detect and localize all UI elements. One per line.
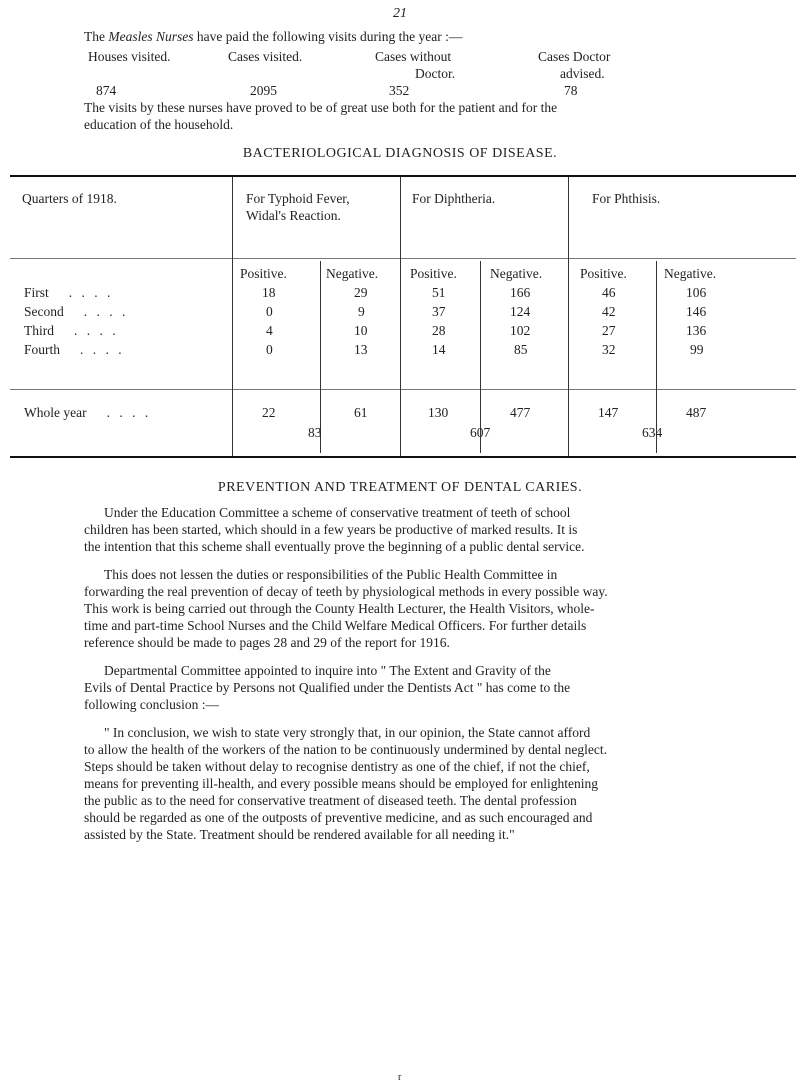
total-typhoid-pos: 22	[262, 405, 276, 420]
value-cases-without-doctor: 352	[389, 83, 410, 98]
intro-rest: have paid the following visits during the year :—	[196, 29, 463, 44]
dental-p2-line2: forwarding the real prevention of decay of teeth by physiological methods in every possible way.	[84, 584, 608, 599]
table-header-rule	[10, 258, 796, 259]
page-number: 21	[393, 6, 407, 21]
footer-mark: r	[398, 1072, 402, 1083]
header-houses-visited: Houses visited.	[88, 49, 171, 64]
dental-paragraph-3	[84, 662, 790, 713]
row-label-first: First . . . .	[24, 285, 114, 300]
dental-p2-line3: This work is being carried out through the County Health Lecturer, the Health Visitors, whole-	[84, 601, 595, 616]
header-cases-doctor-line2: advised.	[560, 66, 605, 81]
cell-second-phth-neg: 146	[686, 304, 707, 319]
total-typhoid-neg: 61	[354, 405, 368, 420]
typhoid-header-line1: For Typhoid Fever,	[246, 191, 350, 206]
col-quarters-header: Quarters of 1918.	[22, 191, 117, 206]
visits-note-line1: The visits by these nurses have proved to be of great use both for the patient and for the	[84, 100, 558, 115]
dental-p1-line2: children has been started, which should in a few years be productive of marked results. It is	[84, 522, 578, 537]
group-total-typhoid: 83	[308, 425, 322, 440]
cell-third-typhoid-pos: 4	[266, 323, 273, 338]
row-label-whole-year: Whole year . . . .	[24, 405, 152, 420]
measles-nurses-intro	[84, 28, 462, 45]
header-cases-visited: Cases visited.	[228, 49, 303, 64]
table-total-rule	[10, 389, 796, 390]
dental-p4-line5: the public as to the need for conservative treatment of diseased teeth. The dental profession	[84, 793, 577, 808]
cell-second-typhoid-neg: 9	[358, 304, 365, 319]
value-cases-doctor-advised: 78	[564, 83, 578, 98]
row-label-third: Third . . . .	[24, 323, 119, 338]
dental-p2-line5: reference should be made to pages 28 and 29 of the report for 1916.	[84, 635, 450, 650]
cell-third-typhoid-neg: 10	[354, 323, 368, 338]
dental-p1-line1: Under the Education Committee a scheme of conservative treatment of teeth of school	[104, 505, 571, 520]
typhoid-header	[246, 190, 350, 224]
cell-second-diph-neg: 124	[510, 304, 531, 319]
cell-first-diph-neg: 166	[510, 285, 531, 300]
table-top-rule	[10, 175, 796, 177]
divider-typhoid	[232, 177, 233, 456]
cell-first-phth-pos: 46	[602, 285, 616, 300]
cell-third-diph-pos: 28	[432, 323, 446, 338]
sub-positive-diphtheria: Positive.	[410, 266, 457, 281]
visits-note	[84, 99, 790, 133]
dental-p1-line3: the intention that this scheme shall eventually prove the beginning of a public dental service.	[84, 539, 585, 554]
value-houses-visited: 874	[96, 83, 117, 98]
dental-p3-line3: following conclusion :—	[84, 697, 219, 712]
cell-second-phth-pos: 42	[602, 304, 616, 319]
cell-second-diph-pos: 37	[432, 304, 446, 319]
group-total-phthisis: 634	[642, 425, 663, 440]
divider-phthisis	[568, 177, 569, 456]
row-label-second: Second . . . .	[24, 304, 129, 319]
header-cases-doctor: Cases Doctor	[538, 49, 611, 64]
dental-paragraph-4	[84, 724, 790, 843]
dental-heading: PREVENTION AND TREATMENT OF DENTAL CARIES.	[217, 480, 583, 495]
table-bottom-rule	[10, 456, 796, 458]
cell-fourth-diph-pos: 14	[432, 342, 446, 357]
cell-second-typhoid-pos: 0	[266, 304, 273, 319]
row-label-fourth: Fourth . . . .	[24, 342, 125, 357]
cell-fourth-typhoid-neg: 13	[354, 342, 368, 357]
dental-p3-line1: Departmental Committee appointed to inquire into " The Extent and Gravity of the	[104, 663, 551, 678]
total-diph-neg: 477	[510, 405, 531, 420]
cell-third-phth-pos: 27	[602, 323, 616, 338]
total-phth-neg: 487	[686, 405, 707, 420]
cell-fourth-phth-pos: 32	[602, 342, 616, 357]
dental-p3-line2: Evils of Dental Practice by Persons not Qualified under the Dentists Act " has come to the	[84, 680, 571, 695]
header-cases-without-line2: Doctor.	[415, 66, 456, 81]
dental-p4-line2: to allow the health of the workers of the nation to be continuously undermined by dental neglect.	[84, 742, 607, 757]
cell-first-typhoid-neg: 29	[354, 285, 368, 300]
dental-p4-line7: assisted by the State. Treatment should be rendered available for all needing it."	[84, 827, 515, 842]
total-diph-pos: 130	[428, 405, 449, 420]
dental-p4-line1: " In conclusion, we wish to state very strongly that, in our opinion, the State cannot afford	[104, 725, 591, 740]
cell-fourth-diph-neg: 85	[514, 342, 528, 357]
sub-negative-diphtheria: Negative.	[490, 266, 543, 281]
cell-third-diph-neg: 102	[510, 323, 531, 338]
group-total-diphtheria: 607	[470, 425, 491, 440]
visits-note-line2: education of the household.	[84, 117, 234, 132]
divider-diphtheria	[400, 177, 401, 456]
cell-third-phth-neg: 136	[686, 323, 707, 338]
dental-p2-line1: This does not lessen the duties or responsibilities of the Public Health Committee in	[104, 567, 558, 582]
cell-fourth-typhoid-pos: 0	[266, 342, 273, 357]
header-cases-without: Cases without	[375, 49, 452, 64]
total-phth-pos: 147	[598, 405, 619, 420]
typhoid-header-line2: Widal's Reaction.	[246, 208, 341, 223]
cell-fourth-phth-neg: 99	[690, 342, 704, 357]
dental-p2-line4: time and part-time School Nurses and the Child Welfare Medical Officers. For further details	[84, 618, 587, 633]
cell-first-typhoid-pos: 18	[262, 285, 276, 300]
dental-p4-line4: means for preventing ill-health, and every possible means should be employed for enlightening	[84, 776, 598, 791]
intro-lead: The	[84, 29, 105, 44]
cell-first-phth-neg: 106	[686, 285, 707, 300]
dental-paragraph-2	[84, 566, 790, 651]
dental-paragraph-1	[84, 504, 790, 555]
value-cases-visited: 2095	[250, 83, 277, 98]
diphtheria-header: For Diphtheria.	[412, 191, 496, 206]
sub-positive-phthisis: Positive.	[580, 266, 627, 281]
dental-p4-line6: should be regarded as one of the outposts of preventive medicine, and as such encouraged and	[84, 810, 593, 825]
phthisis-header: For Phthisis.	[592, 191, 661, 206]
bacteriological-heading: BACTERIOLOGICAL DIAGNOSIS OF DISEASE.	[242, 146, 558, 161]
sub-negative-typhoid: Negative.	[326, 266, 379, 281]
intro-italic: Measles Nurses	[108, 29, 194, 44]
sub-positive-typhoid: Positive.	[240, 266, 287, 281]
cell-first-diph-pos: 51	[432, 285, 446, 300]
dental-p4-line3: Steps should be taken without delay to recognise dentistry as one of the chief, if not the chief,	[84, 759, 590, 774]
sub-negative-phthisis: Negative.	[664, 266, 717, 281]
